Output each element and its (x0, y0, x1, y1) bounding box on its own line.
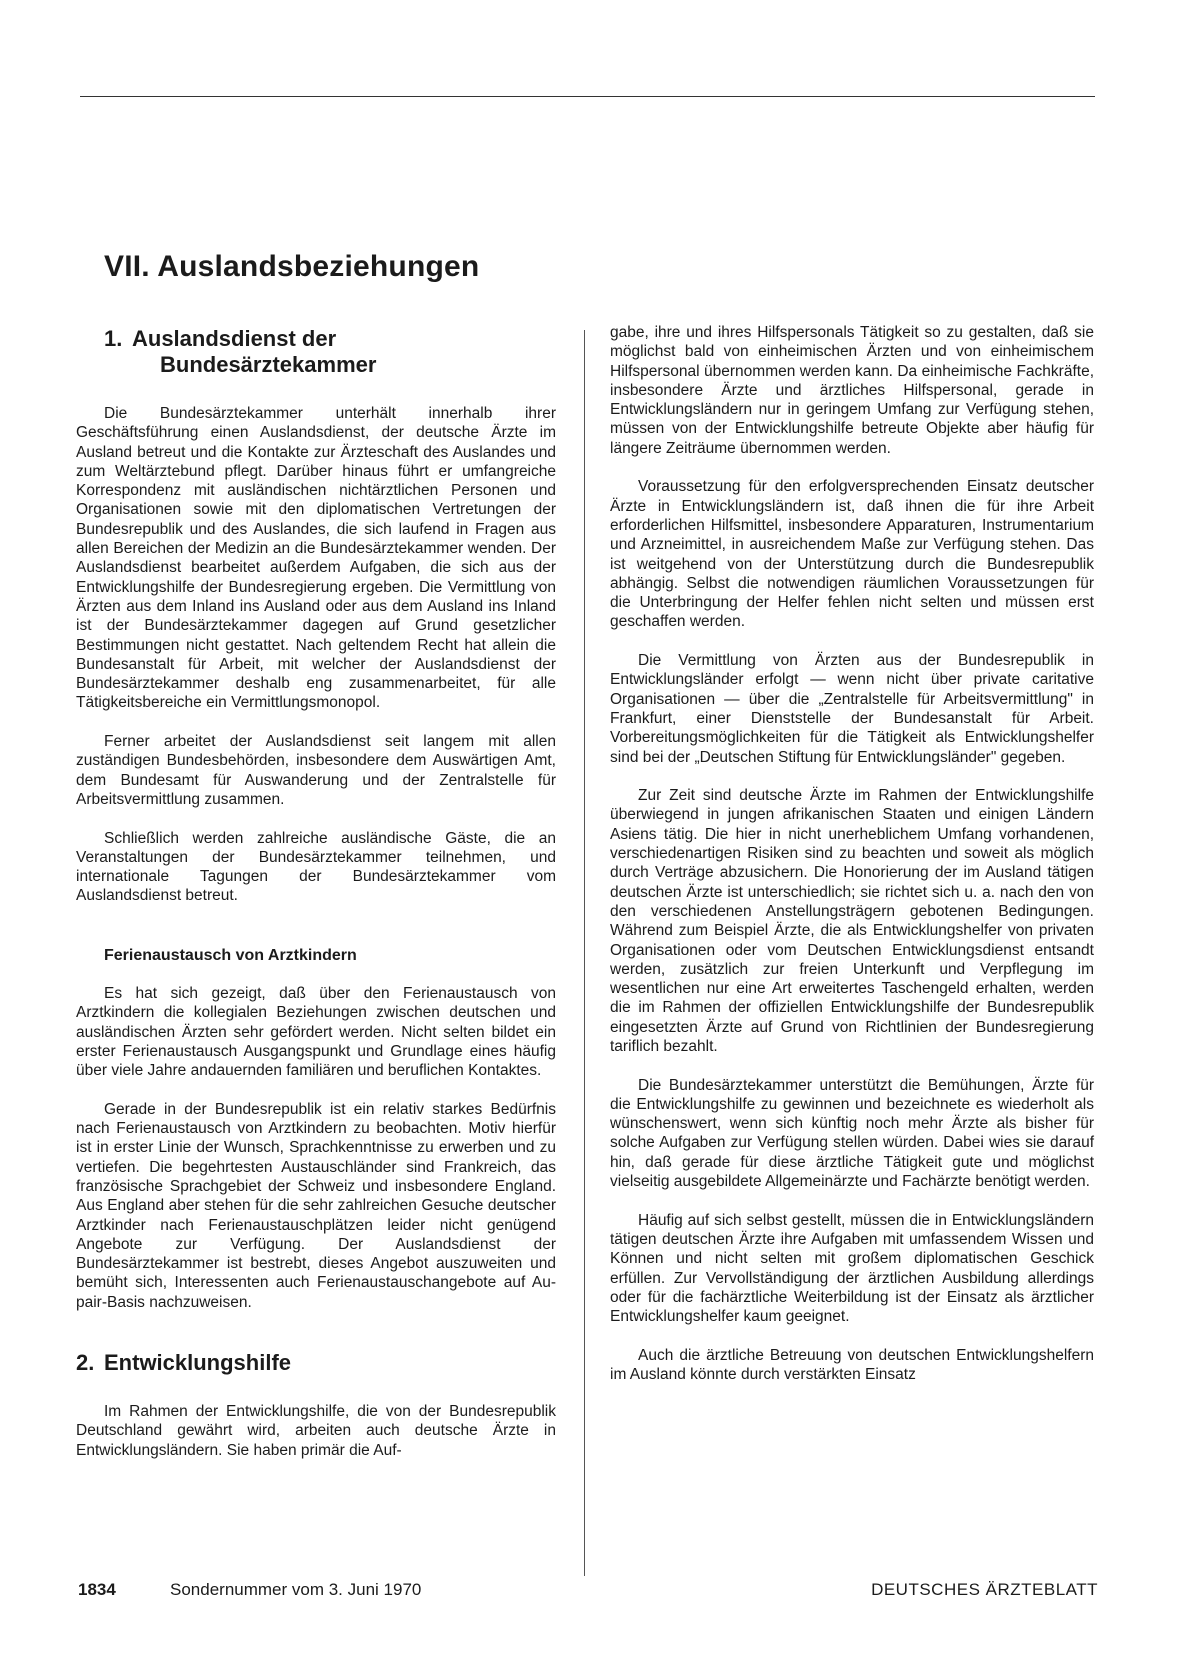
section-1-title (76, 326, 556, 378)
section-1-paragraph-3: Schließlich werden zahlreiche ausländische Gäste, die an Veranstaltungen der Bundesärztekammer teilnehmen, und internationale Tagungen der Bundesärztekammer vom Auslandsdienst betreut. (76, 829, 556, 905)
subsection-paragraph-2: Gerade in der Bundesrepublik ist ein relativ starkes Bedürfnis nach Ferienaustausch von Arztkindern zu beobachten. Motiv hierfür ist in erster Linie der Wunsch, Sprachkenntnisse zu erwerben und zu vertiefen. Die begehrtesten Austauschländer sind Frankreich, das französische Sprachgebiet der Schweiz und insbesondere England. Aus England aber stehen für die sehr zahlreichen Gesuche deutscher Arztkinder nach Ferienaustauschplätzen leider nicht genügend Angebote zur Verfügung. Der Auslandsdienst der Bundesärztekammer ist bestrebt, dieses Angebot auszuweiten und bemüht sich, Interessenten auch Ferienaustauschangebote auf Au-pair-Basis nachzuweisen. (76, 1100, 556, 1311)
right-paragraph-4: Die Bundesärztekammer unterstützt die Bemühungen, Ärzte für die Entwicklungshilfe zu gewinnen und bezeichnete es wiederholt als wünschenswert, wenn sich künftig noch mehr Ärzte als bisher für solche Aufgaben zur Verfügung stellen würden. Dabei wies sie darauf hin, daß gerade für diese ärztliche Tätigkeit gute und möglichst vielseitig ausgebildete Allgemeinärzte und Fachärzte benötigt werden. (610, 1076, 1094, 1191)
journal-name: DEUTSCHES ÄRZTEBLATT (871, 1580, 1098, 1599)
chapter-title: VII. Auslandsbeziehungen (104, 250, 480, 283)
section-1-paragraph-1: Die Bundesärztekammer unterhält innerhalb ihrer Geschäftsführung einen Auslandsdienst, der deutsche Ärzte im Ausland betreut und die Kontakte zur Ärzteschaft des Auslandes und zum Weltärztebund pflegt. Darüber hinaus führt er umfangreiche Korrespondenz mit ausländischen nichtärztlichen Personen und Organisationen sowie mit den diplomatischen Vertretungen der Bundesrepublik und des Auslandes, die sich laufend in Fragen aus allen Bereichen der Medizin an die Bundesärztekammer wenden. Der Auslandsdienst bearbeitet außerdem Aufgaben, die sich aus der Entwicklungshilfe der Bundesregierung ergeben. Die Vermittlung von Ärzten aus dem Inland ins Ausland oder aus dem Ausland ins Inland ist der Bundesärztekammer dagegen auf Grund gesetzlicher Bestimmungen nicht gestattet. Nach geltendem Recht hat allein die Bundesanstalt für Arbeit, mit welcher der Auslandsdienst der Bundesärztekammer deshalb eng zusammenarbeitet, für alle Tätigkeitsbereiche ein Vermittlungsmonopol. (76, 405, 556, 712)
right-paragraph-6: Auch die ärztliche Betreuung von deutschen Entwicklungshelfern im Ausland könnte durch verstärkten Einsatz (610, 1346, 1094, 1384)
right-paragraph-5: Häufig auf sich selbst gestellt, müssen die in Entwicklungsländern tätigen deutschen Ärzte ihre Aufgaben mit umfassendem Wissen und Können und nicht selten mit großem diplomatischen Geschick erfüllen. Zur Vervollständigung der ärztlichen Ausbildung allerdings oder für die fachärztliche Weiterbildung ist der Einsatz als ärztlicher Entwicklungshelfer kaum geeignet. (610, 1211, 1094, 1326)
column-divider (584, 330, 585, 1576)
right-paragraph-2: Die Vermittlung von Ärzten aus der Bundesrepublik in Entwicklungsländer erfolgt — wenn nicht über private caritative Organisationen — über die „Zentralstelle für Arbeitsvermittlung" in Frankfurt, einer Dienststelle der Bundesanstalt für Arbeit. Vorbereitungsmöglichkeiten für die Tätigkeit als Entwicklungshelfer sind bei der „Deutschen Stiftung für Entwicklungsländer" gegeben. (610, 652, 1094, 766)
section-2-number: 2. (76, 1350, 95, 1376)
section-2-title-text: Entwicklungshilfe (104, 1350, 292, 1376)
section-1-title-line1: Auslandsdienst der (132, 326, 337, 351)
issue-info: Sondernummer vom 3. Juni 1970 (170, 1580, 422, 1599)
subsection-title: Ferienaustausch von Arztkindern (104, 946, 357, 964)
right-column-continuation: gabe, ihre und ihres Hilfspersonals Tätigkeit so zu gestalten, daß sie möglichst bald von einheimischen Ärzten und von einheimischem Hilfspersonal übernommen werden kann. Da einheimische Fachkräfte, insbesondere Ärzte und ärztliches Hilfspersonal, gerade in Entwicklungsländern nur in geringem Umfang zur Verfügung stehen, müssen von der Entwicklungshilfe betreute Objekte aber häufig für längere Zeiträume übernommen werden. (610, 324, 1094, 457)
section-1-title-line2: Bundesärztekammer (160, 352, 377, 377)
right-paragraph-3: Zur Zeit sind deutsche Ärzte im Rahmen der Entwicklungshilfe überwiegend in jungen afrikanischen Staaten und einigen Ländern Asiens tätig. Die hier in nicht unerheblichem Umfang vorhandenen, verschiedenartigen Risiken sind zu beachten und soweit als möglich durch Verträge abzusichern. Die Honorierung der im Ausland tätigen deutschen Ärzte ist unterschiedlich; sie richtet sich u. a. nach den von den verschiedenen Anstellungsträgern gebotenen Bedingungen. Während zum Beispiel Ärzte, die als Entwicklungshelfer von privaten Organisationen oder vom Deutschen Entwicklungsdienst entsandt werden, zusätzlich zur freien Unterkunft und Verpflegung im wesentlichen nur eine Art erweitertes Taschengeld erhalten, werden die im Rahmen der offiziellen Entwicklungshilfe der Bundesrepublik eingesetzten Ärzte auf Grund von Richtlinien der Bundesregierung tariflich bezahlt. (610, 787, 1094, 1055)
section-1-number: 1. (104, 326, 123, 351)
subsection-paragraph-1: Es hat sich gezeigt, daß über den Ferienaustausch von Arztkindern die kollegialen Beziehungen zwischen deutschen und ausländischen Ärzten sehr gefördert werden. Nicht selten bildet ein erster Ferienaustausch Ausgangspunkt und Grundlage eines häufig über viele Jahre andauernden familiären und beruflichen Kontaktes. (76, 985, 556, 1080)
section-2-title (76, 1350, 556, 1376)
section-2-intro: Im Rahmen der Entwicklungshilfe, die von der Bundesrepublik Deutschland gewährt wird, arbeiten auch deutsche Ärzte in Entwicklungsländern. Sie haben primär die Auf- (76, 1403, 556, 1459)
right-column (610, 323, 1094, 1384)
section-1-paragraph-2: Ferner arbeitet der Auslandsdienst seit langem mit allen zuständigen Bundesbehörden, insbesondere dem Auswärtigen Amt, dem Bundesamt für Auswanderung und der Zentralstelle für Arbeitsvermittlung zusammen. (76, 733, 556, 808)
left-column (76, 326, 556, 1460)
page-number: 1834 (78, 1580, 116, 1599)
right-paragraph-1: Voraussetzung für den erfolgversprechenden Einsatz deutscher Ärzte in Entwicklungsländern ist, daß ihnen die für ihre Arbeit erforderlichen Hilfsmittel, insbesondere Apparaturen, Instrumentarium und Arzneimittel, in ausreichendem Maße zur Verfügung stehen. Das ist weitgehend von der Unterstützung durch die Bundesrepublik abhängig. Selbst die notwendigen räumlichen Voraussetzungen für die Unterbringung der Helfer fehlen nicht selten und müssen erst geschaffen werden. (610, 478, 1094, 631)
top-rule (80, 96, 1095, 97)
